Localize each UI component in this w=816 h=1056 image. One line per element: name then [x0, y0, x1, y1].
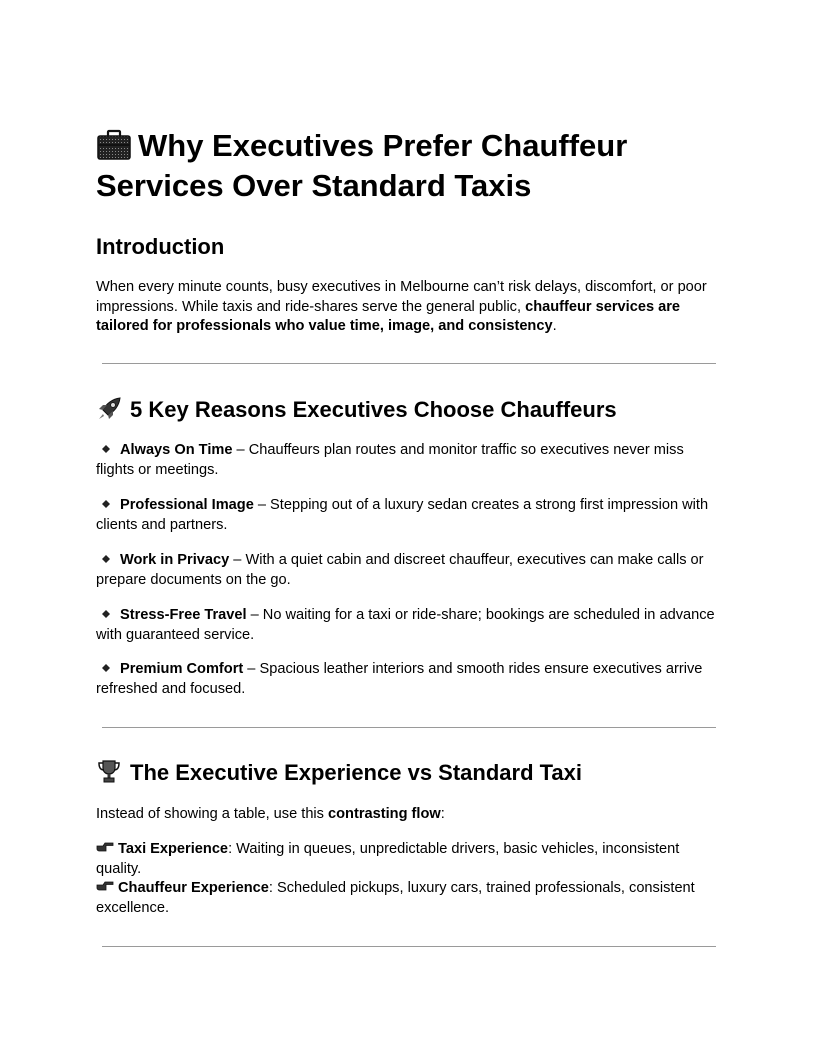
- reason-label: Stress-Free Travel: [120, 607, 247, 623]
- reason-text: – Chauffeurs plan routes and monitor traffic so executives never miss flights or meetings.: [96, 442, 684, 478]
- reason-item: [96, 551, 720, 590]
- divider: [102, 363, 716, 364]
- experience-flow: [96, 840, 720, 918]
- reason-item: [96, 441, 720, 480]
- briefcase-icon: [96, 129, 132, 161]
- pointing-hand-icon: [96, 880, 114, 892]
- introduction-bold-text: chauffeur services are tailored for professionals who value time, image, and consistency: [96, 298, 681, 334]
- reason-item: [96, 496, 720, 535]
- reason-label: Premium Comfort: [120, 661, 244, 677]
- experience-lead: [96, 805, 720, 825]
- page-title: [96, 126, 716, 206]
- reason-text: – Stepping out of a luxury sedan creates a strong first impression with clients and partners.: [96, 497, 709, 533]
- introduction-period: .: [552, 318, 557, 334]
- pointing-hand-icon: [96, 841, 114, 853]
- diamond-bullet-icon: [102, 610, 110, 618]
- chauffeur-label: Chauffeur Experience: [118, 880, 269, 896]
- introduction-text: When every minute counts, busy executives in Melbourne can’t risk delays, discomfort, or poor impressions. While taxis and ride-shares serve the general public,: [96, 279, 707, 315]
- diamond-bullet-icon: [102, 500, 110, 508]
- reason-text: – With a quiet cabin and discreet chauffeur, executives can make calls or prepare documents on the go.: [96, 552, 704, 588]
- reason-label: Professional Image: [120, 497, 254, 513]
- taxi-label: Taxi Experience: [118, 841, 229, 857]
- introduction-paragraph: [96, 278, 720, 337]
- reason-label: Work in Privacy: [120, 552, 230, 568]
- reason-item: [96, 606, 720, 645]
- reason-item: [96, 660, 720, 699]
- chauffeur-line: [96, 880, 695, 916]
- lead-text: Instead of showing a table, use this: [96, 806, 329, 822]
- diamond-bullet-icon: [102, 445, 110, 453]
- divider: [102, 727, 716, 728]
- reason-text: – Spacious leather interiors and smooth rides ensure executives arrive refreshed and focused.: [96, 661, 703, 697]
- rocket-icon: [96, 396, 122, 422]
- page-title-text: Why Executives Prefer Chauffeur Services Over Standard Taxis: [96, 128, 628, 203]
- diamond-bullet-icon: [102, 555, 110, 563]
- reasons-heading-text: 5 Key Reasons Executives Choose Chauffeurs: [130, 397, 617, 422]
- reasons-heading: [96, 396, 617, 424]
- divider: [102, 946, 716, 947]
- taxi-text: : Waiting in queues, unpredictable drivers, basic vehicles, inconsistent quality.: [96, 841, 680, 877]
- reason-text: – No waiting for a taxi or ride-share; bookings are scheduled in advance with guaranteed service.: [96, 607, 715, 643]
- lead-bold-text: contrasting flow: [328, 806, 441, 822]
- experience-heading-text: The Executive Experience vs Standard Taxi: [130, 760, 583, 785]
- lead-colon: :: [440, 806, 445, 822]
- chauffeur-text: : Scheduled pickups, luxury cars, trained professionals, consistent excellence.: [96, 880, 695, 916]
- trophy-icon: [96, 759, 122, 785]
- reason-label: Always On Time: [120, 442, 233, 458]
- introduction-heading: Introduction: [96, 234, 225, 259]
- diamond-bullet-icon: [102, 664, 110, 672]
- experience-heading: [96, 759, 582, 787]
- taxi-line: [96, 841, 679, 877]
